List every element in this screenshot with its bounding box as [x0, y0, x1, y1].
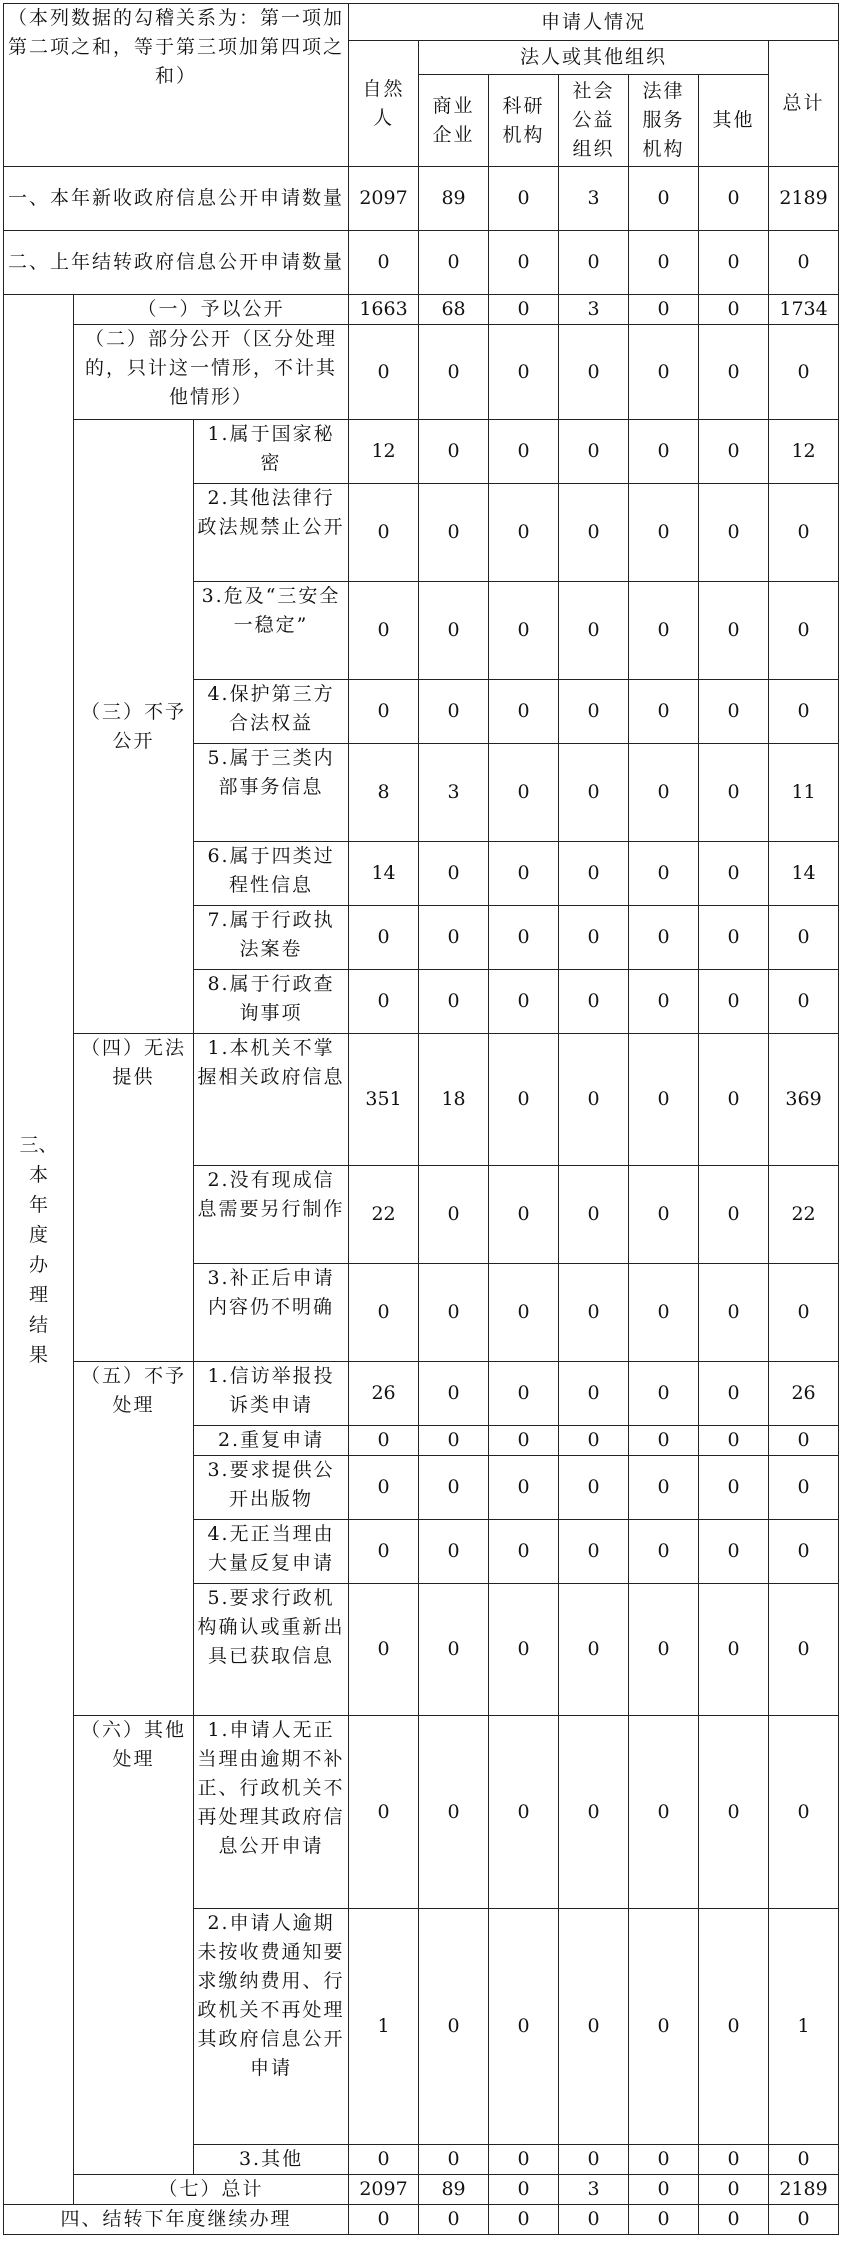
value-cell: 0 — [629, 484, 699, 582]
value-cell: 0 — [419, 420, 489, 484]
value-cell: 0 — [489, 744, 559, 842]
value-cell: 0 — [629, 1909, 699, 2145]
category-label: （五）不予处理 — [74, 1362, 194, 1716]
research-header: 科研 机构 — [489, 75, 559, 167]
value-cell: 0 — [629, 2205, 699, 2235]
value-cell: 351 — [349, 1034, 419, 1166]
value-cell: 0 — [419, 1584, 489, 1716]
subcategory-label: 1.属于国家秘密 — [194, 420, 349, 484]
value-cell: 0 — [769, 2205, 839, 2235]
value-cell: 0 — [769, 1264, 839, 1362]
section1-label: 一、本年新收政府信息公开申请数量 — [4, 167, 349, 231]
subcategory-label: 1.信访举报投诉类申请 — [194, 1362, 349, 1426]
total-header: 总计 — [769, 41, 839, 167]
value-cell: 0 — [699, 1166, 769, 1264]
value-cell: 0 — [699, 1034, 769, 1166]
value-cell: 0 — [629, 582, 699, 680]
value-cell: 0 — [769, 1426, 839, 1456]
subcategory-label: 2.重复申请 — [194, 1426, 349, 1456]
value-cell: 0 — [559, 1166, 629, 1264]
value-cell: 0 — [769, 1716, 839, 1909]
subcategory-label: 7.属于行政执法案卷 — [194, 906, 349, 970]
value-cell: 0 — [769, 1520, 839, 1584]
section3-label: 三、 本 年 度 办 理 结 果 — [4, 295, 74, 2205]
value-cell: 0 — [489, 1909, 559, 2145]
value-cell: 0 — [489, 2145, 559, 2175]
value-cell: 0 — [419, 1264, 489, 1362]
value-cell: 3 — [559, 2175, 629, 2205]
value-cell: 2097 — [349, 2175, 419, 2205]
value-cell: 0 — [559, 680, 629, 744]
value-cell: 0 — [699, 582, 769, 680]
subcategory-label: 3.补正后申请内容仍不明确 — [194, 1264, 349, 1362]
value-cell: 1663 — [349, 295, 419, 325]
value-cell: 0 — [769, 582, 839, 680]
value-cell: 0 — [349, 2205, 419, 2235]
value-cell: 0 — [489, 2205, 559, 2235]
value-cell: 0 — [559, 420, 629, 484]
value-cell: 0 — [489, 906, 559, 970]
value-cell: 0 — [629, 295, 699, 325]
value-cell: 0 — [699, 680, 769, 744]
value-cell: 0 — [769, 2145, 839, 2175]
value-cell: 0 — [419, 1456, 489, 1520]
value-cell: 0 — [559, 842, 629, 906]
value-cell: 0 — [629, 1456, 699, 1520]
value-cell: 0 — [489, 1584, 559, 1716]
value-cell: 0 — [559, 1034, 629, 1166]
table-row — [4, 1034, 839, 1166]
value-cell: 0 — [559, 970, 629, 1034]
value-cell: 0 — [559, 1456, 629, 1520]
value-cell: 0 — [349, 1584, 419, 1716]
value-cell: 0 — [629, 744, 699, 842]
value-cell: 3 — [559, 295, 629, 325]
table-row — [4, 1362, 839, 1426]
value-cell: 0 — [349, 325, 419, 420]
category-label: （一）予以公开 — [74, 295, 349, 325]
subcategory-label: 4.保护第三方合法权益 — [194, 680, 349, 744]
value-cell: 0 — [699, 2175, 769, 2205]
table-row — [4, 231, 839, 295]
value-cell: 0 — [699, 1584, 769, 1716]
subcategory-label: 5.属于三类内部事务信息 — [194, 744, 349, 842]
value-cell: 0 — [699, 295, 769, 325]
subcategory-label: 5.要求行政机构确认或重新出具已获取信息 — [194, 1584, 349, 1716]
subcategory-label: 3.要求提供公开出版物 — [194, 1456, 349, 1520]
value-cell: 0 — [419, 231, 489, 295]
value-cell: 14 — [349, 842, 419, 906]
commercial-header: 商业 企业 — [419, 75, 489, 167]
value-cell: 0 — [699, 231, 769, 295]
value-cell: 0 — [629, 1520, 699, 1584]
legal-service-header: 法律 服务 机构 — [629, 75, 699, 167]
category-label: （三）不予公开 — [74, 420, 194, 1034]
value-cell: 0 — [419, 1520, 489, 1584]
subcategory-label: 6.属于四类过程性信息 — [194, 842, 349, 906]
value-cell: 22 — [769, 1166, 839, 1264]
value-cell: 0 — [699, 970, 769, 1034]
value-cell: 0 — [699, 1362, 769, 1426]
subcategory-label: 3.其他 — [194, 2145, 349, 2175]
value-cell: 0 — [559, 744, 629, 842]
value-cell: 0 — [349, 906, 419, 970]
value-cell: 0 — [559, 325, 629, 420]
value-cell: 0 — [419, 1716, 489, 1909]
value-cell: 0 — [559, 2145, 629, 2175]
value-cell: 0 — [489, 970, 559, 1034]
value-cell: 89 — [419, 167, 489, 231]
value-cell: 0 — [629, 231, 699, 295]
section2-label: 二、上年结转政府信息公开申请数量 — [4, 231, 349, 295]
value-cell: 0 — [629, 325, 699, 420]
value-cell: 0 — [559, 2205, 629, 2235]
value-cell: 1 — [769, 1909, 839, 2145]
table-row — [4, 420, 839, 484]
value-cell: 0 — [489, 1456, 559, 1520]
table-row — [4, 325, 839, 420]
value-cell: 2189 — [769, 167, 839, 231]
value-cell: 1 — [349, 1909, 419, 2145]
value-cell: 0 — [699, 1264, 769, 1362]
value-cell: 0 — [629, 1034, 699, 1166]
value-cell: 0 — [349, 484, 419, 582]
value-cell: 0 — [769, 484, 839, 582]
value-cell: 0 — [419, 1362, 489, 1426]
value-cell: 0 — [349, 680, 419, 744]
value-cell: 0 — [699, 167, 769, 231]
value-cell: 0 — [769, 231, 839, 295]
value-cell: 0 — [699, 1520, 769, 1584]
subcategory-label: 3.危及“三安全一稳定” — [194, 582, 349, 680]
value-cell: 0 — [419, 1166, 489, 1264]
value-cell: 0 — [349, 582, 419, 680]
value-cell: 0 — [769, 906, 839, 970]
category-label: （二）部分公开（区分处理的，只计这一情形，不计其他情形） — [74, 325, 349, 420]
value-cell: 0 — [419, 484, 489, 582]
value-cell: 0 — [699, 906, 769, 970]
value-cell: 3 — [419, 744, 489, 842]
natural-person-header: 自然 人 — [349, 41, 419, 167]
table-row — [4, 2205, 839, 2235]
value-cell: 8 — [349, 744, 419, 842]
subcategory-label: 1.本机关不掌握相关政府信息 — [194, 1034, 349, 1166]
public-welfare-header: 社会 公益 组织 — [559, 75, 629, 167]
value-cell: 0 — [699, 484, 769, 582]
value-cell: 0 — [489, 325, 559, 420]
value-cell: 0 — [489, 680, 559, 744]
section4-label: 四、结转下年度继续办理 — [4, 2205, 349, 2235]
value-cell: 0 — [769, 680, 839, 744]
value-cell: 0 — [699, 744, 769, 842]
value-cell: 0 — [559, 484, 629, 582]
value-cell: 369 — [769, 1034, 839, 1166]
corner-note: （本列数据的勾稽关系为：第一项加第二项之和，等于第三项加第四项之和） — [4, 4, 349, 167]
value-cell: 0 — [629, 420, 699, 484]
table-row — [4, 295, 839, 325]
value-cell: 89 — [419, 2175, 489, 2205]
total-row-label: （七）总计 — [74, 2175, 349, 2205]
value-cell: 0 — [419, 842, 489, 906]
value-cell: 0 — [699, 1426, 769, 1456]
value-cell: 0 — [489, 582, 559, 680]
category-label: （四）无法提供 — [74, 1034, 194, 1362]
value-cell: 0 — [349, 2145, 419, 2175]
table-row — [4, 167, 839, 231]
value-cell: 0 — [559, 1264, 629, 1362]
value-cell: 0 — [699, 325, 769, 420]
info-disclosure-table — [3, 3, 839, 2235]
legal-person-group-header: 法人或其他组织 — [419, 41, 769, 75]
value-cell: 0 — [349, 1716, 419, 1909]
value-cell: 18 — [419, 1034, 489, 1166]
value-cell: 12 — [769, 420, 839, 484]
value-cell: 0 — [419, 1909, 489, 2145]
value-cell: 0 — [489, 231, 559, 295]
value-cell: 0 — [699, 2145, 769, 2175]
value-cell: 68 — [419, 295, 489, 325]
subcategory-label: 4.无正当理由大量反复申请 — [194, 1520, 349, 1584]
value-cell: 0 — [489, 842, 559, 906]
value-cell: 2189 — [769, 2175, 839, 2205]
value-cell: 0 — [489, 2175, 559, 2205]
value-cell: 0 — [349, 1520, 419, 1584]
subcategory-label: 2.其他法律行政法规禁止公开 — [194, 484, 349, 582]
value-cell: 0 — [419, 325, 489, 420]
table-row — [4, 1716, 839, 1909]
applicant-info-header: 申请人情况 — [349, 4, 839, 41]
value-cell: 0 — [489, 295, 559, 325]
value-cell: 0 — [419, 970, 489, 1034]
value-cell: 0 — [769, 970, 839, 1034]
value-cell: 0 — [489, 1520, 559, 1584]
value-cell: 0 — [629, 2175, 699, 2205]
value-cell: 0 — [489, 167, 559, 231]
subcategory-label: 2.申请人逾期未按收费通知要求缴纳费用、行政机关不再处理其政府信息公开申请 — [194, 1909, 349, 2145]
value-cell: 26 — [349, 1362, 419, 1426]
value-cell: 0 — [419, 2145, 489, 2175]
value-cell: 0 — [769, 325, 839, 420]
value-cell: 14 — [769, 842, 839, 906]
value-cell: 0 — [699, 2205, 769, 2235]
value-cell: 0 — [559, 1716, 629, 1909]
subcategory-label: 8.属于行政查询事项 — [194, 970, 349, 1034]
value-cell: 0 — [489, 1166, 559, 1264]
value-cell: 0 — [559, 1520, 629, 1584]
value-cell: 0 — [489, 1362, 559, 1426]
value-cell: 0 — [629, 167, 699, 231]
value-cell: 0 — [419, 1426, 489, 1456]
value-cell: 0 — [349, 1456, 419, 1520]
value-cell: 0 — [629, 2145, 699, 2175]
category-label: （六）其他处理 — [74, 1716, 194, 2175]
table-row — [4, 2175, 839, 2205]
value-cell: 0 — [489, 1034, 559, 1166]
value-cell: 0 — [629, 1584, 699, 1716]
value-cell: 0 — [489, 1264, 559, 1362]
value-cell: 0 — [489, 420, 559, 484]
value-cell: 0 — [559, 1909, 629, 2145]
value-cell: 0 — [559, 1426, 629, 1456]
value-cell: 0 — [629, 680, 699, 744]
value-cell: 0 — [489, 1716, 559, 1909]
value-cell: 0 — [419, 906, 489, 970]
value-cell: 22 — [349, 1166, 419, 1264]
value-cell: 0 — [559, 582, 629, 680]
value-cell: 0 — [489, 1426, 559, 1456]
value-cell: 0 — [769, 1584, 839, 1716]
value-cell: 11 — [769, 744, 839, 842]
value-cell: 0 — [419, 582, 489, 680]
value-cell: 0 — [699, 1716, 769, 1909]
value-cell: 0 — [559, 1584, 629, 1716]
value-cell: 1734 — [769, 295, 839, 325]
value-cell: 0 — [629, 1362, 699, 1426]
value-cell: 0 — [629, 1426, 699, 1456]
value-cell: 3 — [559, 167, 629, 231]
value-cell: 0 — [629, 906, 699, 970]
value-cell: 0 — [699, 420, 769, 484]
other-header: 其他 — [699, 75, 769, 167]
subcategory-label: 2.没有现成信息需要另行制作 — [194, 1166, 349, 1264]
value-cell: 0 — [629, 842, 699, 906]
value-cell: 12 — [349, 420, 419, 484]
value-cell: 0 — [419, 680, 489, 744]
subcategory-label: 1.申请人无正当理由逾期不补正、行政机关不再处理其政府信息公开申请 — [194, 1716, 349, 1909]
value-cell: 2097 — [349, 167, 419, 231]
value-cell: 0 — [769, 1456, 839, 1520]
value-cell: 0 — [349, 231, 419, 295]
value-cell: 0 — [699, 842, 769, 906]
value-cell: 0 — [629, 970, 699, 1034]
value-cell: 0 — [699, 1909, 769, 2145]
value-cell: 0 — [559, 1362, 629, 1426]
value-cell: 0 — [349, 1264, 419, 1362]
value-cell: 0 — [559, 906, 629, 970]
value-cell: 0 — [559, 231, 629, 295]
value-cell: 0 — [419, 2205, 489, 2235]
value-cell: 0 — [699, 1456, 769, 1520]
value-cell: 0 — [629, 1264, 699, 1362]
value-cell: 26 — [769, 1362, 839, 1426]
value-cell: 0 — [349, 1426, 419, 1456]
value-cell: 0 — [489, 484, 559, 582]
value-cell: 0 — [629, 1166, 699, 1264]
value-cell: 0 — [629, 1716, 699, 1909]
value-cell: 0 — [349, 970, 419, 1034]
